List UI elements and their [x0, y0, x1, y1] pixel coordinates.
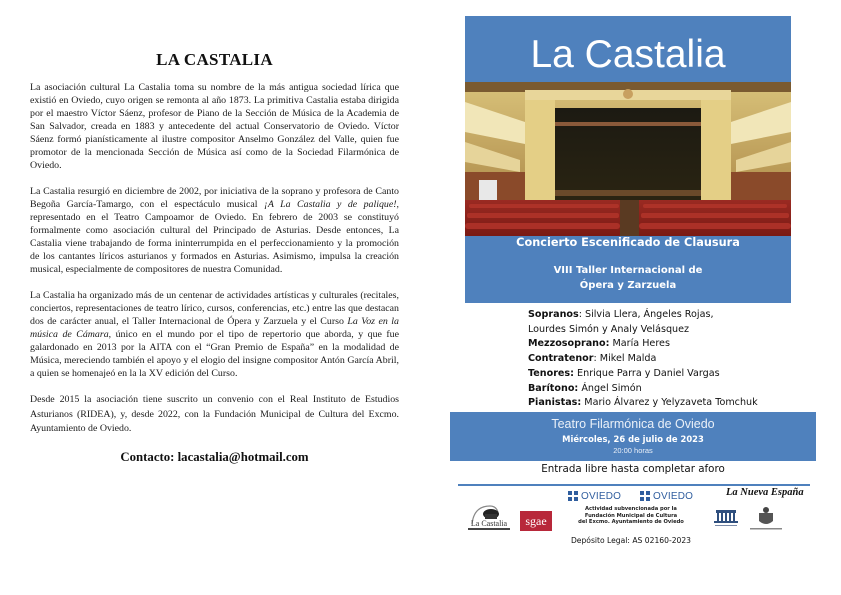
cast-names: Ángel Simón — [581, 382, 642, 394]
contact-email[interactable]: Contacto: lacastalia@hotmail.com — [120, 449, 309, 464]
oviedo-square-icon — [640, 491, 650, 501]
subsidy-line: Fundación Municipal de Cultura — [584, 512, 678, 519]
paragraph-revival-a: La Castalia resurgió en diciembre de 2002, por iniciativa de la soprano y profesora de Canto Begoña García-Tamargo, con el espectáculo musical — [30, 186, 399, 210]
legal-deposit: Depósito Legal: AS 02160-2023 — [570, 536, 692, 545]
cast-names: Enrique Parra y Daniel Vargas — [577, 367, 720, 379]
entry-info: Entrada libre hasta completar aforo — [541, 463, 725, 475]
event-date: Miércoles, 26 de julio de 2023 — [562, 434, 704, 444]
la-nueva-espana-logo: La Nueva España — [726, 487, 804, 498]
poster-title: La Castalia — [530, 33, 726, 76]
page-title: LA CASTALIA — [156, 50, 273, 69]
paragraph-revival — [30, 185, 399, 276]
cast-names: María Heres — [612, 338, 670, 350]
event-time: 20:00 horas — [613, 446, 653, 455]
subsidy-line: Actividad subvencionada por la — [585, 506, 677, 512]
paragraph-activities-b: , único en el mundo por el tipo de repertorio que aborda, y que fue galardonado en 2013 por la AITA con el “Gran Premio de España” en la modalidad de Música, mereciendo también el apoyo y el elogio del insigne compositor Antón García Abril, a quien se homenajeó en la la XV edición del Curso. — [30, 329, 399, 379]
auditorio-logo-icon — [712, 508, 740, 530]
cast-names: Mikel Malda — [599, 353, 657, 365]
cast-item — [528, 396, 808, 411]
subsidy-line: del Excmo. Ayuntamiento de Oviedo — [578, 519, 684, 526]
cast-item: Contratenor: Mikel Malda — [528, 353, 657, 365]
paragraph-activities-a: La Castalia ha organizado más de un centenar de actividades artísticas y culturales (recitales, conciertos, representaciones de teatro lírico, cursos, conferencias, etc.) entre las que destacan dos de carácter anual, el Taller Internacional de Ópera y Zarzuela y el Curso — [30, 290, 399, 327]
theater-illustration — [465, 82, 791, 236]
paragraph-history: La asociación cultural La Castalia toma su nombre de la más antigua sociedad lírica que existió en Oviedo, cuyo origen se remonta al año 1873. La primitiva Castalia estaba dirigida por el maestro Víctor Sáenz, profesor de Piano de la Sección de Música de la Academia de San Salvador, creada en 1883 y antecedente del actual Conservatorio de Oviedo. Víctor Sáenz formó pianísticamente al ilustre compositor Anselmo González del Valle, quien fue promotor de la mencionada Sección de Música así como de la Sociedad Filarmónica de Oviedo. — [30, 82, 399, 171]
venue-banner — [450, 412, 816, 461]
ridea-logo — [746, 506, 786, 532]
oviedo-logo-text: OVIEDO — [653, 490, 694, 502]
sgae-logo: sgae — [520, 511, 552, 531]
cast-role: Contratenor — [528, 353, 594, 365]
cast-item — [528, 367, 808, 382]
ridea-crest-icon — [746, 506, 786, 532]
oviedo-square-icon — [568, 491, 578, 501]
venue-name: Teatro Filarmónica de Oviedo — [551, 417, 715, 431]
cast-role: Tenores: — [528, 367, 574, 379]
theater-stage-photo — [465, 82, 791, 236]
cast-item: Sopranos: Silvia Llera, Ángeles Rojas, — [528, 309, 714, 320]
show-title: ¡A La Castalia y de palique! — [263, 199, 397, 210]
poster-banner — [465, 16, 791, 303]
left-panel — [30, 50, 399, 465]
footer-divider — [458, 484, 810, 486]
workshop-title — [465, 263, 791, 293]
la-castalia-logo — [466, 502, 512, 532]
cast-role: Mezzosoprano: — [528, 338, 610, 350]
course-title: La Voz en la música de Cámara — [30, 316, 399, 340]
cast-names: Lourdes Simón y Analy Velásquez — [528, 323, 690, 335]
cast-item — [528, 382, 808, 397]
subsidy-notice — [566, 506, 696, 526]
cast-role: Pianistas: — [528, 397, 582, 409]
concert-subtitle: Concierto Escenificado de Clausura — [516, 236, 740, 249]
cast-names: Mario Álvarez y Yelyzaveta Tomchuk — [584, 397, 758, 409]
la-castalia-logo-text: La Castalia — [470, 519, 508, 528]
oviedo-logo-text: OVIEDO — [581, 490, 622, 502]
workshop-title-line2: Ópera y Zarzuela — [579, 280, 677, 291]
auditorio-logo — [712, 508, 740, 530]
paragraph-activities — [30, 289, 399, 380]
paragraph-revival-b: , representado en el Teatro Campoamor de Oviedo. En febrero de 2003 se constituyó formalmente como asociación cultural del Principado de Asturias. Desde entonces, La Castalia viene trabajando de forma ininterrumpida en el perfeccionamiento y la promoción de los cantantes líricos asturianos y formados en Asturias. Asimismo, impulsa la creación musical, especialmente de compositores de nuestra Comunidad. — [30, 199, 400, 275]
cast-item — [528, 337, 808, 352]
cast-names: Silvia Llera, Ángeles Rojas, — [585, 309, 714, 320]
oviedo-fundacion-logo — [568, 490, 621, 502]
workshop-title-line1: VIII Taller Internacional de — [553, 265, 703, 276]
cast-list — [528, 308, 808, 411]
cast-role: Barítono: — [528, 382, 579, 394]
la-castalia-logo-icon — [466, 502, 512, 532]
cast-role: Sopranos — [528, 309, 579, 320]
oviedo-logo — [640, 490, 693, 502]
cast-item — [528, 323, 808, 338]
paragraph-agreements: Desde 2015 la asociación tiene suscrito un convenio con el Real Instituto de Estudios Asturianos (RIDEA), y, desde 2022, con la Fundación Municipal de Cultura del Excmo. Ayuntamiento de Oviedo. — [30, 394, 399, 434]
